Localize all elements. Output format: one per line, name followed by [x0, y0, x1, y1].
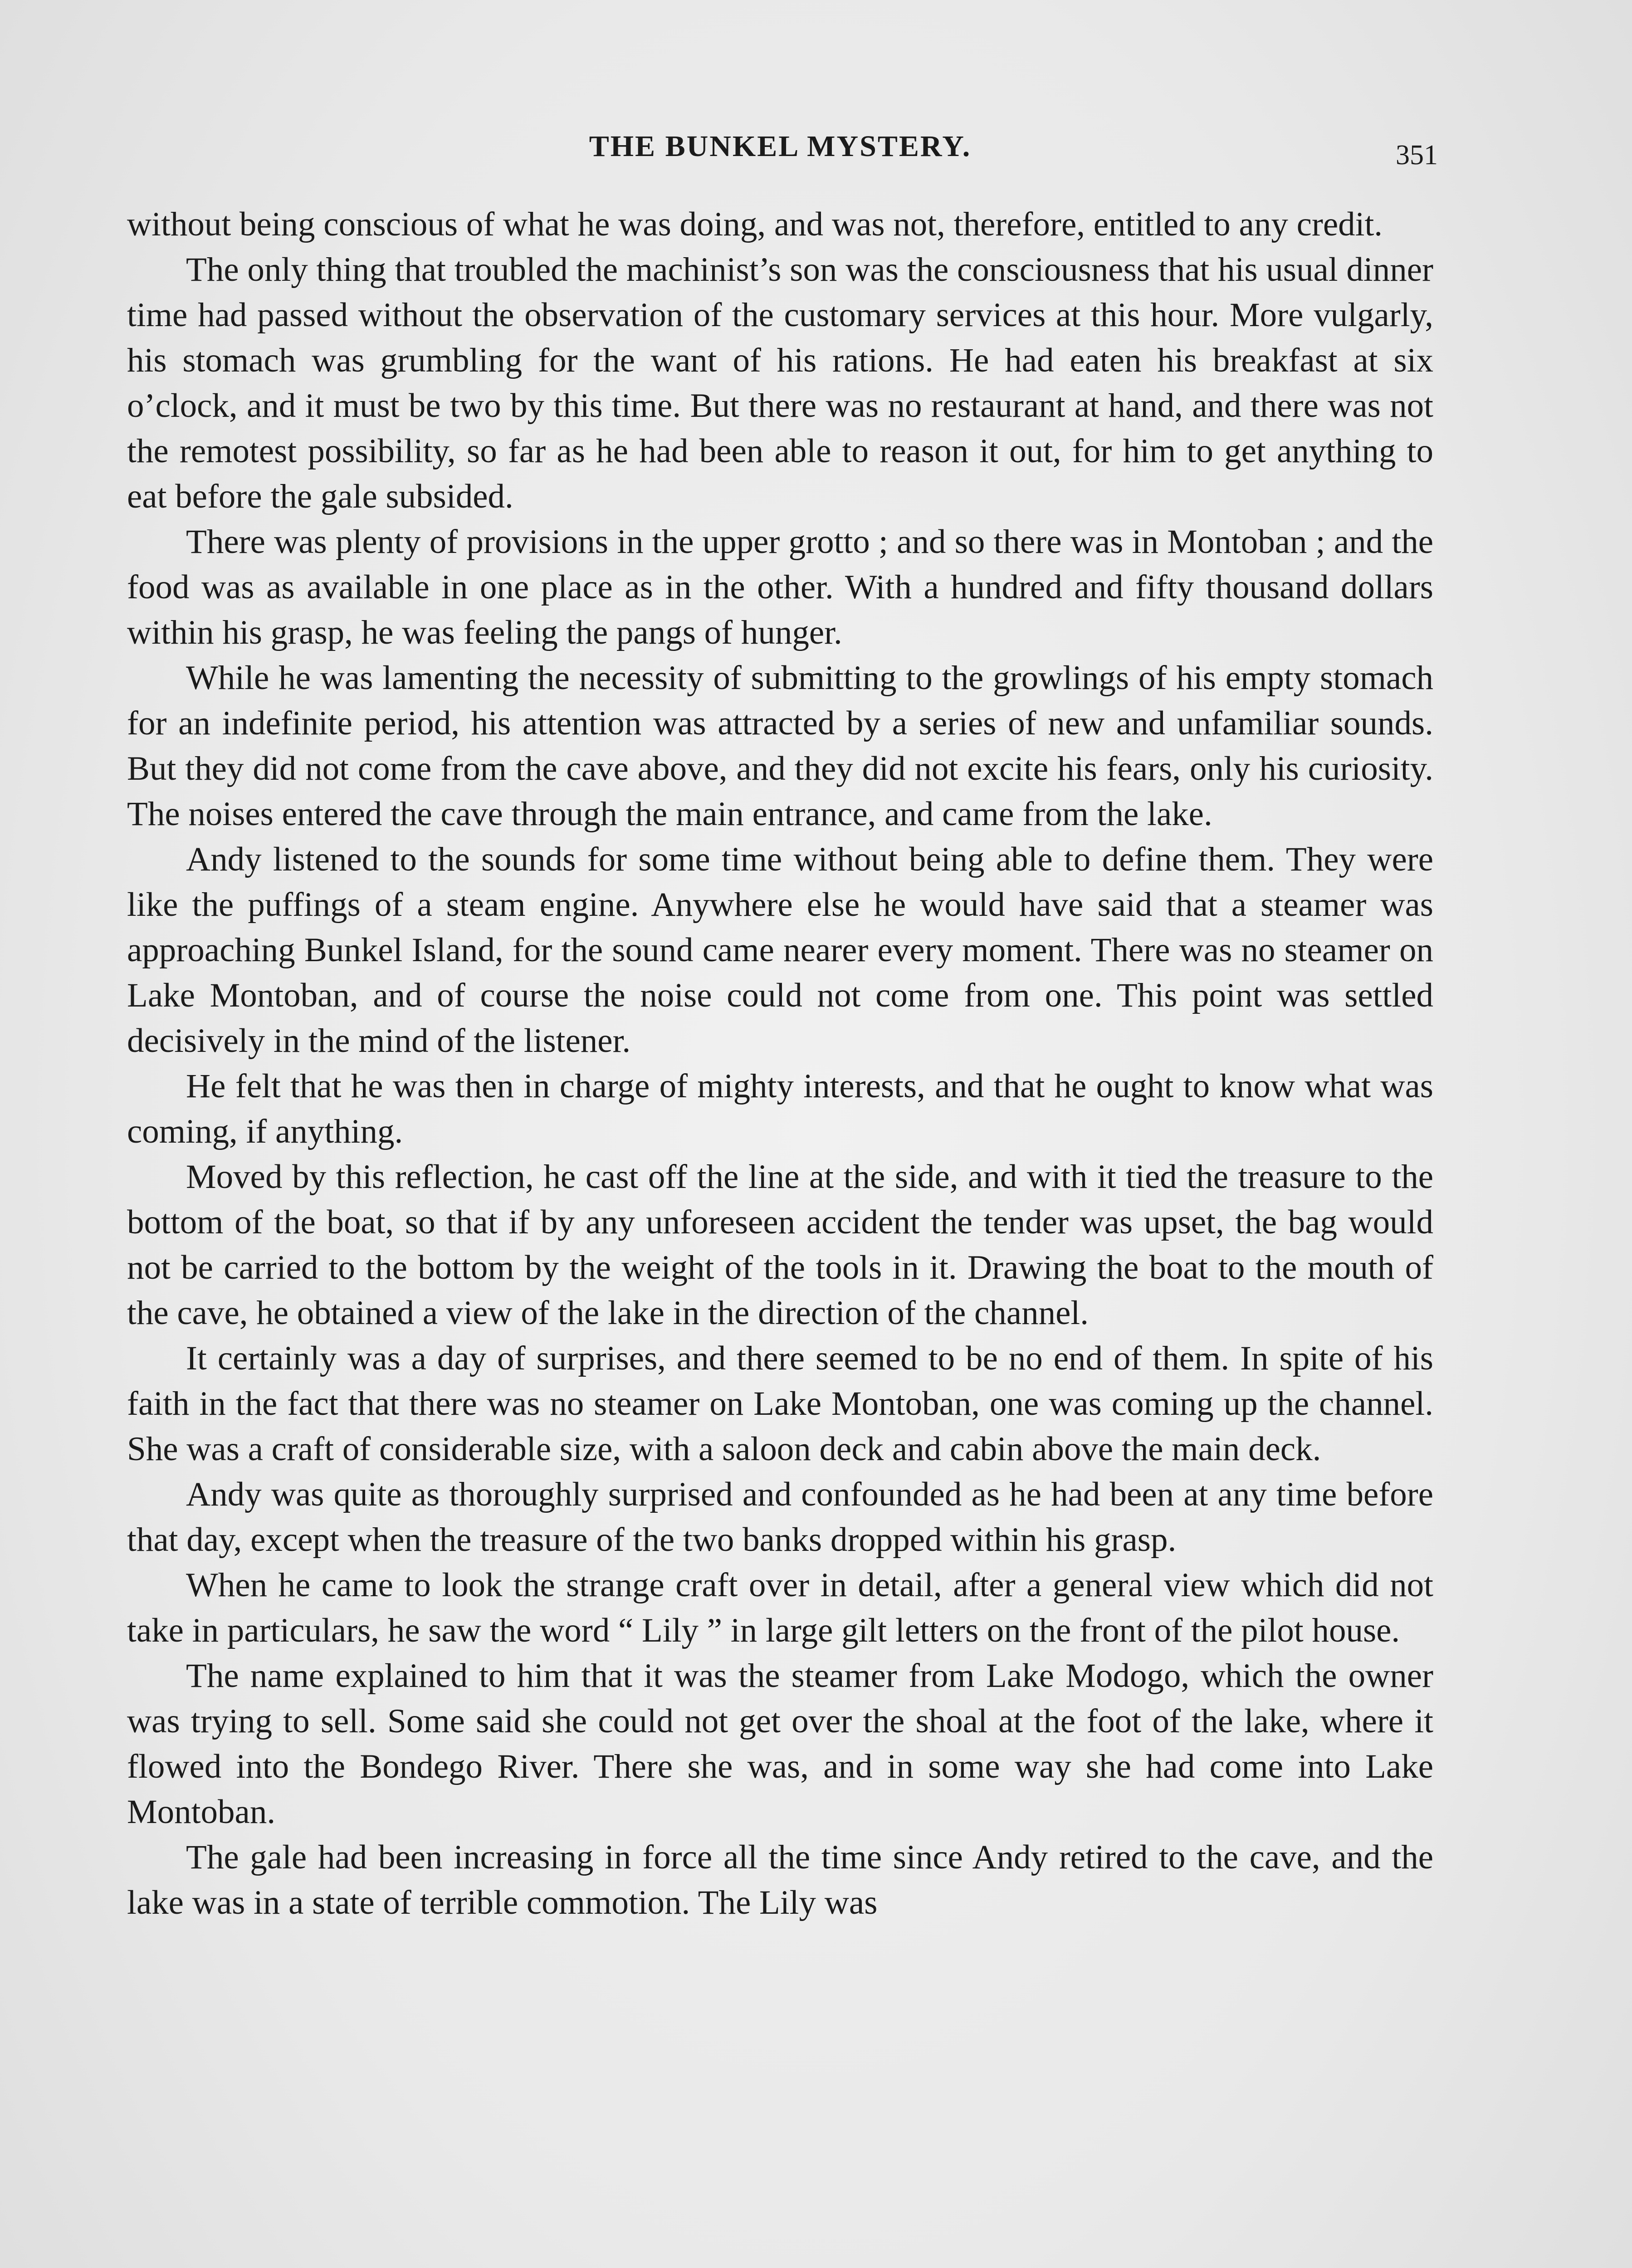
paragraph: When he came to look the strange craft over in detail, after a general view which did not take in particulars, he saw the word “ Lily ” in large gilt letters on the front of the pilot house. — [127, 1566, 1433, 1649]
paragraph: The name explained to him that it was the steamer from Lake Modogo, which the owner was trying to sell. Some said she could not get over the shoal at the foot of the lake, where it flowed into the Bondego River. There she was, and in some way she had come into Lake Montoban. — [127, 1657, 1433, 1831]
paragraph: without being conscious of what he was doing, and was not, therefore, entitled to any credit. — [127, 205, 1383, 243]
paragraph: Andy was quite as thoroughly surprised and confounded as he had been at any time before that day, except when the treasure of the two banks dropped within his grasp. — [127, 1476, 1433, 1559]
running-title: THE BUNKEL MYSTERY. — [589, 130, 972, 163]
paragraph: Moved by this reflection, he cast off the line at the side, and with it tied the treasure to the bottom of the boat, so that if by any unforeseen accident the tender was upset, the bag would not be carried to the bottom by the weight of the tools in it. Drawing the boat to the mouth of the cave, he obtained a view of the lake in the direction of the channel. — [127, 1158, 1433, 1332]
paragraph: He felt that he was then in charge of mighty interests, and that he ought to know what was coming, if anything. — [127, 1067, 1433, 1150]
page-header — [127, 129, 1438, 175]
paragraph: It certainly was a day of surprises, and there seemed to be no end of them. In spite of his faith in the fact that there was no steamer on Lake Montoban, one was coming up the channel. She was a craft of considerable size, with a saloon deck and cabin above the main deck. — [127, 1339, 1433, 1468]
paragraph: Andy listened to the sounds for some time without being able to define them. They were like the puffings of a steam engine. Anywhere else he would have said that a steamer was approaching Bunkel Island, for the sound came nearer every moment. There was no steamer on Lake Montoban, and of course the noise could not come from one. This point was settled decisively in the mind of the listener. — [127, 841, 1433, 1060]
paragraph: The gale had been increasing in force all the time since Andy retired to the cave, and the lake was in a state of terrible commotion. The Lily was — [127, 1838, 1433, 1921]
body-text — [127, 202, 1433, 1926]
page-number: 351 — [1396, 140, 1438, 171]
paragraph: While he was lamenting the necessity of submitting to the growlings of his empty stomach for an indefinite period, his attention was attracted by a series of new and unfamiliar sounds. But they did not come from the cave above, and they did not excite his fears, only his curiosity. The noises entered the cave through the main entrance, and came from the lake. — [127, 659, 1433, 833]
paragraph: The only thing that troubled the machinist’s son was the consciousness that his usual dinner time had passed without the observation of the customary services at this hour. More vulgarly, his stomach was grumbling for the want of his rations. He had eaten his breakfast at six o’clock, and it must be two by this time. But there was no restaurant at hand, and there was not the remotest possibility, so far as he had been able to reason it out, for him to get anything to eat before the gale subsided. — [127, 251, 1433, 515]
paragraph: There was plenty of provisions in the upper grotto ; and so there was in Montoban ; and the food was as available in one place as in the other. With a hundred and fifty thousand dollars within his grasp, he was feeling the pangs of hunger. — [127, 523, 1433, 651]
